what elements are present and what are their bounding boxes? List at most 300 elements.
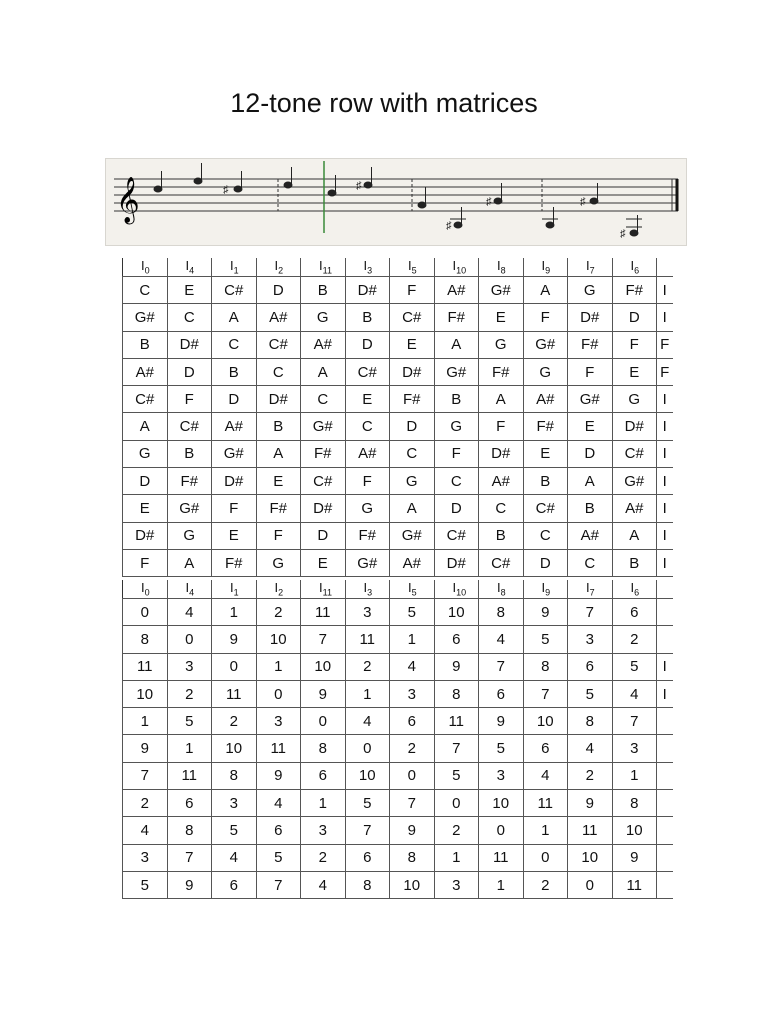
matrix-cell: 11 — [212, 680, 257, 707]
matrix-cell: 9 — [301, 680, 346, 707]
pitch-class-number-matrix — [122, 580, 673, 899]
header-letter: I — [586, 258, 590, 274]
matrix-cell: C# — [256, 331, 301, 358]
cutoff-cell: I — [657, 440, 673, 467]
matrix-cell: 11 — [345, 626, 390, 653]
matrix-cell: 3 — [479, 762, 524, 789]
matrix-cell: 6 — [167, 790, 212, 817]
matrix-cell: D — [568, 440, 613, 467]
header-subscript: 9 — [545, 587, 551, 598]
matrix-cell: C# — [167, 413, 212, 440]
column-header — [123, 258, 168, 277]
matrix-cell: 6 — [434, 626, 479, 653]
matrix-cell: F — [612, 331, 657, 358]
matrix-header-row — [123, 258, 673, 277]
matrix-cell: C — [390, 440, 435, 467]
table-row — [123, 277, 673, 304]
matrix-cell: 9 — [390, 817, 435, 844]
column-header — [523, 258, 568, 277]
matrix-cell: 9 — [256, 762, 301, 789]
matrix-cell: 6 — [523, 735, 568, 762]
matrix-cell: C — [123, 277, 168, 304]
matrix-cell: C — [479, 495, 524, 522]
matrix-cell: 3 — [390, 680, 435, 707]
matrix-cell: 4 — [390, 653, 435, 680]
page-title: 12-tone row with matrices — [230, 88, 538, 118]
table-row — [123, 626, 673, 653]
matrix-cell: E — [256, 468, 301, 495]
matrix-cell: 11 — [167, 762, 212, 789]
matrix-cell: A# — [612, 495, 657, 522]
header-subscript: 1 — [233, 587, 239, 598]
header-subscript: 10 — [456, 265, 467, 276]
matrix-cell: C# — [212, 277, 257, 304]
matrix-cell: 4 — [479, 626, 524, 653]
matrix-cell: 9 — [167, 871, 212, 898]
matrix-cell: 11 — [612, 871, 657, 898]
matrix-cell: G# — [301, 413, 346, 440]
matrix-cell: C — [345, 413, 390, 440]
matrix-cell: 4 — [345, 708, 390, 735]
matrix-cell: G# — [167, 495, 212, 522]
matrix-cell: A# — [568, 522, 613, 549]
matrix-cell: G — [256, 549, 301, 576]
cutoff-cell: I — [657, 653, 673, 680]
matrix-cell: 6 — [568, 653, 613, 680]
cutoff-cell: F — [657, 331, 673, 358]
matrix-cell: F# — [434, 304, 479, 331]
matrix-cell: 4 — [301, 871, 346, 898]
column-header — [479, 258, 524, 277]
header-letter: I — [185, 580, 190, 596]
matrix-cell: D# — [345, 277, 390, 304]
matrix-cell: E — [568, 413, 613, 440]
table-row — [123, 358, 673, 385]
matrix-cell: B — [612, 549, 657, 576]
matrix-cell: 3 — [256, 708, 301, 735]
matrix-cell: G — [612, 386, 657, 413]
matrix-cell: 9 — [523, 599, 568, 626]
matrix-cell: 0 — [479, 817, 524, 844]
matrix-cell: 7 — [301, 626, 346, 653]
column-header — [434, 580, 479, 599]
header-letter: I — [230, 580, 234, 596]
cutoff-cell: I — [657, 549, 673, 576]
matrix-cell: A — [390, 495, 435, 522]
matrix-cell: G# — [123, 304, 168, 331]
header-subscript: 0 — [144, 587, 150, 598]
matrix-cell: 2 — [167, 680, 212, 707]
matrix-cell: G# — [568, 386, 613, 413]
table-row — [123, 844, 673, 871]
cutoff-cell: I — [657, 413, 673, 440]
matrix-cell: A — [301, 358, 346, 385]
cutoff-cell: I — [657, 304, 673, 331]
matrix-cell: F# — [212, 549, 257, 576]
header-letter: I — [230, 258, 234, 274]
matrix-cell: 4 — [212, 844, 257, 871]
column-header — [167, 258, 212, 277]
matrix-cell: 9 — [612, 844, 657, 871]
treble-clef-icon: 𝄞 — [116, 177, 140, 223]
header-subscript: 11 — [322, 265, 332, 276]
matrix-cell: 2 — [123, 790, 168, 817]
matrix-cell: A — [256, 440, 301, 467]
matrix-cell: 2 — [612, 626, 657, 653]
svg-text:♯: ♯ — [486, 196, 492, 208]
matrix-cell: G# — [612, 468, 657, 495]
matrix-cell: A# — [212, 413, 257, 440]
matrix-cell: 10 — [434, 599, 479, 626]
cutoff-cell: I — [657, 277, 673, 304]
header-subscript: 10 — [456, 587, 467, 598]
matrix-cell: 4 — [167, 599, 212, 626]
header-letter: I — [497, 258, 501, 274]
header-subscript: 4 — [189, 265, 195, 276]
matrix-cell: B — [123, 331, 168, 358]
header-letter: I — [630, 580, 635, 596]
matrix-cell: F — [390, 277, 435, 304]
matrix-cell: 1 — [479, 871, 524, 898]
matrix-cell: D# — [167, 331, 212, 358]
matrix-cell: 0 — [167, 626, 212, 653]
matrix-cell: G — [345, 495, 390, 522]
matrix-cell: D — [301, 522, 346, 549]
matrix-cell: E — [612, 358, 657, 385]
table-row — [123, 495, 673, 522]
matrix-cell: B — [301, 277, 346, 304]
matrix-cell: A# — [256, 304, 301, 331]
cutoff-cell — [657, 844, 673, 871]
matrix-cell: D — [345, 331, 390, 358]
matrix-cell: G — [167, 522, 212, 549]
matrix-cell: 5 — [390, 599, 435, 626]
matrix-cell: D — [123, 468, 168, 495]
matrix-cell: 7 — [434, 735, 479, 762]
matrix-cell: C# — [345, 358, 390, 385]
matrix-cell: 10 — [568, 844, 613, 871]
matrix-cell: D# — [434, 549, 479, 576]
matrix-cell: 1 — [612, 762, 657, 789]
header-letter: I — [319, 580, 323, 596]
matrix-cell: 2 — [301, 844, 346, 871]
matrix-cell: 10 — [301, 653, 346, 680]
cutoff-cell — [657, 817, 673, 844]
matrix-cell: F# — [612, 277, 657, 304]
matrix-cell: 6 — [256, 817, 301, 844]
matrix-cell: F — [345, 468, 390, 495]
matrix-cell: 1 — [434, 844, 479, 871]
note-name-matrix — [122, 258, 673, 577]
matrix-cell: E — [523, 440, 568, 467]
matrix-cell: 9 — [212, 626, 257, 653]
table-row — [123, 708, 673, 735]
matrix-cell: 7 — [345, 817, 390, 844]
matrix-cell: D — [612, 304, 657, 331]
matrix-cell: G# — [345, 549, 390, 576]
matrix-cell: 7 — [523, 680, 568, 707]
column-header — [568, 580, 613, 599]
matrix-cell: C — [256, 358, 301, 385]
matrix-cell: F — [167, 386, 212, 413]
matrix-cell: 8 — [612, 790, 657, 817]
matrix-cell: D — [523, 549, 568, 576]
matrix-cell: 8 — [212, 762, 257, 789]
matrix-cell: F — [212, 495, 257, 522]
cutoff-cell: F — [657, 358, 673, 385]
matrix-cell: G# — [434, 358, 479, 385]
cutoff-cell: I — [657, 680, 673, 707]
matrix-cell: 7 — [390, 790, 435, 817]
matrix-cell: D — [390, 413, 435, 440]
matrix-cell: G — [390, 468, 435, 495]
header-letter: I — [497, 580, 501, 596]
matrix-cell: 1 — [256, 653, 301, 680]
table-row — [123, 331, 673, 358]
matrix-cell: 6 — [212, 871, 257, 898]
matrix-cell: F — [256, 522, 301, 549]
matrix-cell: 3 — [612, 735, 657, 762]
matrix-cell: D# — [390, 358, 435, 385]
header-letter: I — [185, 258, 190, 274]
matrix-cell: F# — [301, 440, 346, 467]
matrix-cell: F# — [390, 386, 435, 413]
matrix-cell: C# — [390, 304, 435, 331]
matrix-cell: 9 — [123, 735, 168, 762]
matrix-cell: 11 — [434, 708, 479, 735]
matrix-cell: F# — [479, 358, 524, 385]
table-row — [123, 549, 673, 576]
matrix-cell: D# — [123, 522, 168, 549]
matrix-cell: A — [434, 331, 479, 358]
header-subscript: 7 — [589, 587, 595, 598]
matrix-cell: D# — [568, 304, 613, 331]
matrix-cell: C# — [123, 386, 168, 413]
matrix-cell: C — [167, 304, 212, 331]
table-row — [123, 468, 673, 495]
header-subscript: 1 — [233, 265, 239, 276]
matrix-header-row — [123, 580, 673, 599]
matrix-cell: 5 — [434, 762, 479, 789]
matrix-cell: B — [212, 358, 257, 385]
matrix-cell: E — [345, 386, 390, 413]
matrix-cell: D# — [212, 468, 257, 495]
matrix-cell: E — [390, 331, 435, 358]
header-letter: I — [541, 580, 546, 596]
column-header — [123, 580, 168, 599]
matrix-cell: 10 — [479, 790, 524, 817]
header-subscript: 0 — [144, 265, 150, 276]
matrix-cell: C — [568, 549, 613, 576]
matrix-cell: A — [568, 468, 613, 495]
table-row — [123, 653, 673, 680]
matrix-cell: 11 — [479, 844, 524, 871]
matrix-cell: 10 — [345, 762, 390, 789]
matrix-cell: G# — [479, 277, 524, 304]
header-letter: I — [408, 258, 412, 274]
matrix-cell: 10 — [523, 708, 568, 735]
matrix-cell: C — [212, 331, 257, 358]
matrix-cell: B — [568, 495, 613, 522]
header-letter: I — [274, 258, 279, 274]
matrix-cell: A# — [523, 386, 568, 413]
header-subscript: 5 — [411, 265, 417, 276]
matrix-cell: A# — [390, 549, 435, 576]
matrix-cell: F# — [345, 522, 390, 549]
matrix-cell: 6 — [390, 708, 435, 735]
matrix-cell: B — [434, 386, 479, 413]
matrix-cell: 7 — [612, 708, 657, 735]
matrix-cell: B — [479, 522, 524, 549]
matrix-cell: 5 — [612, 653, 657, 680]
column-header — [301, 258, 346, 277]
matrix-cell: G — [568, 277, 613, 304]
matrix-cell: 8 — [523, 653, 568, 680]
matrix-cell: A# — [434, 277, 479, 304]
header-subscript: 3 — [367, 265, 373, 276]
column-header — [612, 580, 657, 599]
header-subscript: 5 — [411, 587, 417, 598]
matrix-cell: F — [434, 440, 479, 467]
column-header — [345, 258, 390, 277]
cutoff-cell: I — [657, 386, 673, 413]
matrix-cell: 5 — [212, 817, 257, 844]
header-letter: I — [363, 258, 368, 274]
matrix-cell: F# — [167, 468, 212, 495]
matrix-cell: 7 — [256, 871, 301, 898]
matrix-cell: 2 — [434, 817, 479, 844]
matrix-cell: 10 — [390, 871, 435, 898]
matrix-cell: 0 — [212, 653, 257, 680]
matrix-cell: C — [301, 386, 346, 413]
matrix-cell: F# — [523, 413, 568, 440]
matrix-cell: 3 — [301, 817, 346, 844]
matrix-cell: 3 — [434, 871, 479, 898]
matrix-cell: G — [523, 358, 568, 385]
matrix-cell: C — [523, 522, 568, 549]
matrix-cell: F — [568, 358, 613, 385]
matrix-cell: C# — [301, 468, 346, 495]
column-header — [434, 258, 479, 277]
matrix-cell: E — [123, 495, 168, 522]
table-row — [123, 440, 673, 467]
matrix-cell: G — [123, 440, 168, 467]
table-row — [123, 735, 673, 762]
matrix-cell: G — [301, 304, 346, 331]
header-letter: I — [408, 580, 412, 596]
matrix-cell: 11 — [568, 817, 613, 844]
column-header — [390, 258, 435, 277]
matrix-cell: A — [523, 277, 568, 304]
header-letter: I — [452, 258, 457, 274]
matrix-cell: G# — [523, 331, 568, 358]
matrix-cell: 2 — [390, 735, 435, 762]
table-row — [123, 386, 673, 413]
header-letter: I — [541, 258, 546, 274]
table-row — [123, 871, 673, 898]
table-row — [123, 522, 673, 549]
column-header — [568, 258, 613, 277]
table-row — [123, 413, 673, 440]
matrix-cell: 6 — [612, 599, 657, 626]
matrix-cell: 11 — [256, 735, 301, 762]
matrix-cell: 3 — [167, 653, 212, 680]
matrix-cell: A — [612, 522, 657, 549]
cutoff-cell: I — [657, 495, 673, 522]
header-letter: I — [586, 580, 590, 596]
header-subscript: 7 — [589, 265, 595, 276]
matrix-cell: 5 — [479, 735, 524, 762]
column-header — [212, 580, 257, 599]
column-header — [390, 580, 435, 599]
matrix-cell: 6 — [345, 844, 390, 871]
matrix-cell: 11 — [301, 599, 346, 626]
matrix-cell: 5 — [123, 871, 168, 898]
cutoff-cell — [657, 599, 673, 626]
svg-text:♯: ♯ — [620, 228, 626, 240]
table-row — [123, 599, 673, 626]
cutoff-cell: I — [657, 468, 673, 495]
matrix-cell: 10 — [612, 817, 657, 844]
matrix-cell: B — [523, 468, 568, 495]
matrix-cell: 5 — [167, 708, 212, 735]
music-staff — [105, 158, 687, 246]
matrix-cell: 8 — [345, 871, 390, 898]
matrix-cell: 2 — [256, 599, 301, 626]
matrix-cell: 0 — [568, 871, 613, 898]
matrix-cell: 2 — [523, 871, 568, 898]
matrix-cell: G# — [212, 440, 257, 467]
matrix-cell: A — [212, 304, 257, 331]
matrix-cell: 10 — [256, 626, 301, 653]
cutoff-cell — [657, 762, 673, 789]
matrix-cell: 8 — [301, 735, 346, 762]
matrix-cell: E — [301, 549, 346, 576]
matrix-cell: 9 — [434, 653, 479, 680]
matrix-cell: 8 — [568, 708, 613, 735]
matrix-cell: 4 — [123, 817, 168, 844]
matrix-cell: G — [434, 413, 479, 440]
cutoff-cell — [657, 258, 673, 277]
column-header — [256, 580, 301, 599]
matrix-cell: 2 — [568, 762, 613, 789]
header-subscript: 8 — [500, 265, 506, 276]
matrix-cell: B — [256, 413, 301, 440]
matrix-cell: 3 — [568, 626, 613, 653]
table-row — [123, 790, 673, 817]
matrix-cell: D — [212, 386, 257, 413]
matrix-cell: A — [479, 386, 524, 413]
matrix-cell: B — [167, 440, 212, 467]
matrix-cell: 10 — [123, 680, 168, 707]
header-subscript: 9 — [545, 265, 551, 276]
matrix-cell: D# — [256, 386, 301, 413]
matrix-cell: 2 — [212, 708, 257, 735]
header-subscript: 2 — [278, 587, 284, 598]
matrix-cell: 0 — [123, 599, 168, 626]
header-letter: I — [319, 258, 323, 274]
cutoff-cell — [657, 735, 673, 762]
matrix-cell: 6 — [479, 680, 524, 707]
matrix-cell: F — [523, 304, 568, 331]
matrix-cell: 1 — [523, 817, 568, 844]
cutoff-cell — [657, 790, 673, 817]
cutoff-cell — [657, 708, 673, 735]
matrix-cell: E — [212, 522, 257, 549]
cutoff-cell — [657, 871, 673, 898]
matrix-cell: C# — [479, 549, 524, 576]
header-subscript: 6 — [634, 265, 640, 276]
